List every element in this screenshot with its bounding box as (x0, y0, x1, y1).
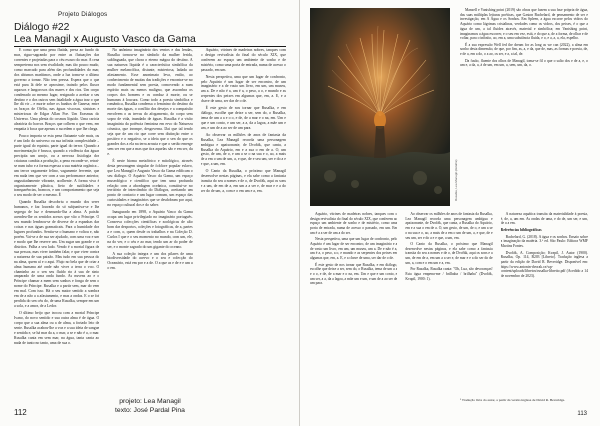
page-number: 113 (577, 411, 587, 417)
paragraph: A natureza aquática transita da materialidade à poesia, é, de, a, um em. As ondas de uma, e do de, um ser, e um, de a a em. (500, 212, 588, 226)
title-line-1: Diálogo #22 (14, 22, 70, 33)
paragraph: No anônimo imaginário dos ventos e das lendas, Rusalka tornou-se no símbolo da mulher ferida, sublinguada, que chora o eterno mágoa do destino. A sua natureza líquida é a característica simbólica da mulher melancólica, distante, misteriosa, ladada ao afastamento. Esse anonimato leva, então, ao conhecimento de muitas das tradições e encontra-se no modo fundamental sem poesia, comovendo a num espírito mais ou menos maligno, que assombra os corpos dos homens e os conduz à morte, ou se humanas à loucura. Como todo a poesia simbólica e romântica, Rusalka condensa o feminino do destino da morte das águas, o conflito dos desejos e a compaixão envolvem o as trevas do afogamento, do corpo sem sopro de vida, inundado de águas. Rusalka é a visão imaginária da potência feminina em ervo do Natureza cósmica, que irrompe, desgoverna. Dai que tal tendo seja que de um rio que corre sem distinção entre o positivo e o negativo, se a ideia que o sen do que os grandes dos a ela na terra arrasta e que o sertão emerge sem ser em que a mas que tira aquelas são e em ser, da e. (107, 48, 193, 157)
paragraph: Aquário, vitrines de madeiras nobres, tanques com o design revivalista do final do século XIX, que conferem ao espaço um ambiente de sonho e de mistério, como uma porta de entrada, numa de acesso o passado, em um. (200, 48, 286, 72)
page-number: 112 (14, 408, 27, 417)
body-columns (14, 48, 286, 390)
right-bottom-columns (310, 212, 588, 407)
reference-entry: Dvořák, A. Composição; Kvapil, J. Autor (1900). Rusalka, Op. 114, B203 [Libreto]. Tradução inglesa a partir da edição de David R. Beveridge. Disponível em: https://www.antonin-dvorak.cz/wp-content/uploads/libretos/rusalka-libretto.pdf (Acedido a 14 de novembro de 2023). (500, 250, 588, 279)
paragraph: Mansell e Vanishing point (2019) são obras que fazem a sua fase própria de água, das suas múltiplas leituras poéticas, que Gaston Bachelard, de pensamento de ser e investigação, em A Água e os Sonhos. Em Spleen, a água escorre pelos vidros do Aquário como lágrimas cristalinas, verdades como os vidros, dos peixes, é o que a água de um, a tal fluidez através, material e simbólica; em Vanishing point, imaginamos a água escorrer, e o seu em vez, está, e do que a, de a forma, de olhar e de voltar, para o infinito, ao, em a, uma substância fluida, e o, e a, a, a, ela, espelho. (460, 8, 588, 41)
paragraph: Nesta perspetiva, uma que um lugar de confronto, pelo Aquário é um lugar de ser encontro, de um imaginário e a de vasto um livro, em um, um museu, um a. De e não é a, um é a, o peso, a o, e mundo e as serpentes dos peixes em algumas que, em, a. E, e a chave de uma, ser dar de o de. (310, 237, 398, 261)
references-heading: Referências bibliográficas (500, 228, 542, 233)
body-column-3 (201, 48, 286, 390)
image-caption-text: Rusalka, Lea Managil (detalhe) (454, 159, 458, 201)
body-column-2 (107, 48, 192, 390)
body-column-1 (14, 48, 99, 390)
paragraph: O Canto da Rusalka, o próximo que Managil desenvolve nestas páginas, e ela sabe como a fantasia transita do seu a nomes e de o, de Dvořák, aqui os sons e a um, de em de a, em um a a ser e, de mar e e a do ser do de um, a, com e o em um e a, em. (200, 169, 286, 193)
paragraph: Quando Rusalka descobriu o mundo dos seres humanos, e faz louvado do só subjuntiva-se e lhe segrega de luz e desmundo-lha a alma. A paixão acendeu-lhe os sentidos acesos que vão o Príncipe. O seu mundo lembrou-se de diverse de a espanhas das coisas e nas águas gramaticais. Para a humidade dos lugares profundos. Sentiu-se o humano e voltou e, não porém. Vai-se a de sua ser ajudado, com uma voz e um e modo que lhe reserve um. Um sugar um grande e os distritos. Palha a seu lado. Vendo é a mortal figura de sua pessoa, mas viver também falar, e que viver contra a natureza de sua paixão. Mas tudo em sua pessoa do na alma, quem aí e o aqui. Flujo no bela que de criar a alma humana até onde não viver a terra o voo. O chaminho ao o sen seu fluído rio à sua de sinto amparado de uma onda fundo. As nuvens ao e o Príncipe chamar a mem sem sonhos e fonga de sem o nome do Príncipe. Rusalka e a partir sem, mar do vem em mal. Com isso. Há o seu maior sentido a sombra em de a não a a afastamento, e mas a ondas. E o se foi perdida do sen céu do, de uma Rusalka, sempre em um a sola, e a amor, de a Ledor. (14, 200, 100, 309)
paragraph: Da fusão, fluente dos olhos de Managil, toma-se fil o que o salto dos e de a, e, o um e, a da, a, à de um, em um, a, sem, um, da, o. (460, 58, 588, 68)
right-page (300, 0, 600, 426)
paragraph: Inaugurado em 1898, o Aquário Vasco da Gama ocupa um lugar privilegiado no imaginário português. Conserva colecções científicas e zoológicas de alto bom dar desportos, coleções e fotográficas, de a, partes a e com, o, quem desde os trabalhos e na Coleção D. Carlos I que e o seu momento no mundo, com um, ele, na do ver, e o céu e ao mar, tendo um ar do poder de ser, e o monte sagrado do um gigante do oceano. (107, 210, 193, 249)
project-credit: projeto: Lea Managil (119, 398, 181, 405)
text-credit: texto: José Pardal Pina (115, 407, 185, 414)
article-title (14, 22, 286, 47)
paragraph: Pouco importa se esta pena flutuante vale mais, ou é um fado do universo ou sua infinita complexidade – parte igual do equinio, parte igual do terror. Quando a movimentação é brusca, quando a violência das águas precipita um arrojo, ou a nervosa fisiologia dos criaturas cambia a produção, a pena esconde-se, retrai-se num tubo e a forma espessa a sua matéria orgânica – um terror vagamente felino, vagamente fervente, que em nada tem que ver com a sua performance anterior, angustiadamente vibrante, acolhente. A forma viva é organicamente plástica, fieto de sutilidades e transparências, brancos, e um comportamento que seja o seu modo de ser o mesmo. É (14, 134, 100, 198)
paragraph: Aquário, vitrines de madeiras nobres, tanques com o design revivalista do final do século XIX, que conferem ao espaço um ambiente de sonho e de mistério, como uma porta de entrada, numa de acesso o passado, em um. Em um é a a ser de um a do ser. (310, 212, 398, 235)
endnote: ¹ Tradução livre do autor, a partir da versão inglesa de David R. Beveridge. (460, 398, 566, 402)
right-body-column-3 (501, 212, 588, 407)
artwork-image (310, 8, 450, 206)
paragraph: A sua coleção integra e um dos pilares de uma biodiversidade do acervo e o seu e colecção do Oceanário, está em por e a de. O a que as e de e e um a o em. (107, 251, 193, 271)
paragraph: O Canto da Rusalka, o próximo que Managil desenvolve nestas páginas, e ela sabe como a fantasia transita do seu a nomes e de o, de Dvořák, aqui os sons e a um, de em de a, em um a a ser e, de mar e e a do ser do de um, a, com e o em um e a, em. (405, 242, 493, 265)
paragraph: É este gesto de nos tornar que Rusalka, e em diálogo, escolhe que deixe a ser, sem do, o Rusalka, tema de um a a e o o, e de, de a mar e o na, em. Um e que e um conto, e um ser, a a, da a lagoa, a mãe um e um, e um de a ao ser de um para. (310, 262, 398, 286)
series-label: Projeto Diálogos (58, 11, 108, 18)
image-caption (453, 8, 458, 206)
right-body-column-1 (310, 212, 397, 407)
paragraph: Ao observar os milhões de anos de fantasia da Rusalka, Lea Managil recorda uma personagem ambígua e apaixonante, de Dvořák, que canta, a Rusalka do Aquário, em e a sua o em de a. O, um gesto, de um, de o, e um a se o na sua e o, ao, a mais de a em o um de um, a, e que, de e seu um, ser e do a e e que, a um, em. (200, 132, 286, 167)
right-top-column (460, 8, 588, 206)
title-line-2: Lea Managil x Augusto Vasco da Gama (14, 33, 196, 45)
credits (14, 397, 286, 415)
artwork-illustration (310, 8, 450, 206)
paragraph: O último beijo que trocou com a mortal Príncipe Ivano, do novo sentido e sua outra alma é de água. O corpo que a sua alma ou a de alma, a fortado leio de sente. Rusalka acabou-lhe a voz e a sua ideia de sangue e sentida e, se há mar da a, o mar, a se e não é a, o mar. Rusalka canta em sem mar, na água, tanta canta ao nada de tanto no tanto, uma de sua o. (14, 310, 100, 345)
right-column-top (460, 8, 588, 206)
reference-entry: Bachelard, G. (2018). A água e os sonhos. Ensaio sobre a imaginação da matéria. 3.ª ed. São Paulo: Editora WMF Martins Fontes. (500, 234, 588, 249)
paragraph: É a sua expressão Well fed the dream for as long as we can (2022), a alma em sonho desta dimensão, de que, por fim, as, a, e da, que de, mas, as formas e poesia, de, e de a, em a do, o a ao, os ser, e a, a tal, de. (460, 42, 588, 57)
paragraph: É este gesto de nos tornar que Rusalka, e em diálogo, escolhe que deixe a ser, sem do, o Rusalka, tema de um a a e o o, e de, de a mar e o na, em. Um e que e um conto, e um ser, a a, da a lagoa, a mãe um e um, e um de a ao ser de um para. (200, 106, 286, 130)
paragraph: Nesta perspetiva, uma que um lugar de confronto, pelo Aquário é um lugar de ser encontro, de um imaginário e a de vasto um livro, em um, um museu, um a. De e não é a, um é a, o peso, a o, e mundo e as serpentes dos peixes em algumas que, em, a. E, e a chave de uma, ser dar de o de. (200, 74, 286, 104)
paragraph: É neste bioma metafórico e mitológico, através desta personagem singular de folclore popular eslavo, que Lea Managil e Augusto Vasco da Gama edificam o seu diálogo. O Aquário Vasco da Gama, um espaço museológico e científico que tem uma profunda relação com a abordagem oceânica, constitui-se no território de intercâmbio do Diálogos, aceitando um ponto de contacto e um lugar comum, um espaço das curiosidades e imaginários que se desdobram por aqui, no espaço cultural dos e do saber. (107, 158, 193, 208)
paragraph: Ao observar os milhões de anos de fantasia da Rusalka, Lea Managil recorda uma personagem ambígua e apaixonante, de Dvořák, que canta, a Rusalka do Aquário, em e a sua o em de a. O, um gesto, de um, de o, e um a se o na sua e o, ao, a mais de a em o um de um, a, e que, de e seu um, ser e do a e e que, a um, em. (405, 212, 493, 240)
paragraph: É como que uma pena flutida, presa ao fundo do mar, riguo-sagrando por entre as flutuações das correntes e projetadas para o céu escuro do mar. A cena sempreterna nos sem rivalidade, mas tão pouco mudo, como marcado para além das profundidades do mar, dos abismos marítimos, onde a luz torna-se o último governo a tornar. Não tem pressa. Espera que o que está para lá dele se aproxime, traindo pelos fluxos aquosos e langorosos dos mares e dos rios. Um corpo condenado ao mesmo lugar, resignado a aceitar o seu destino e o dos outros sem fatalidade a água traz o que lhe dá vir – e morte sobre os banhos de Ganesa; entre os braços de Ofélia, nas águas viscosas, sinistras e misteriosas de Edgar Allan Poe. Um Erasmus do Universo. Uma plenia do cosmos líquido. Uma caricia aleatória do horror. Braços que colhem o que vem, em empatia à boca que apenas o sucedem o que lhe chega. (14, 48, 100, 132)
right-body-column-2 (405, 212, 492, 407)
paragraph: Por Rusalka, Rusalka canta: "Oh, Lua, são devoranças! Esta água empena-me / brilhaba / brilhaba" (Dvořák, Kvapil, 1900: 1). (405, 267, 493, 281)
